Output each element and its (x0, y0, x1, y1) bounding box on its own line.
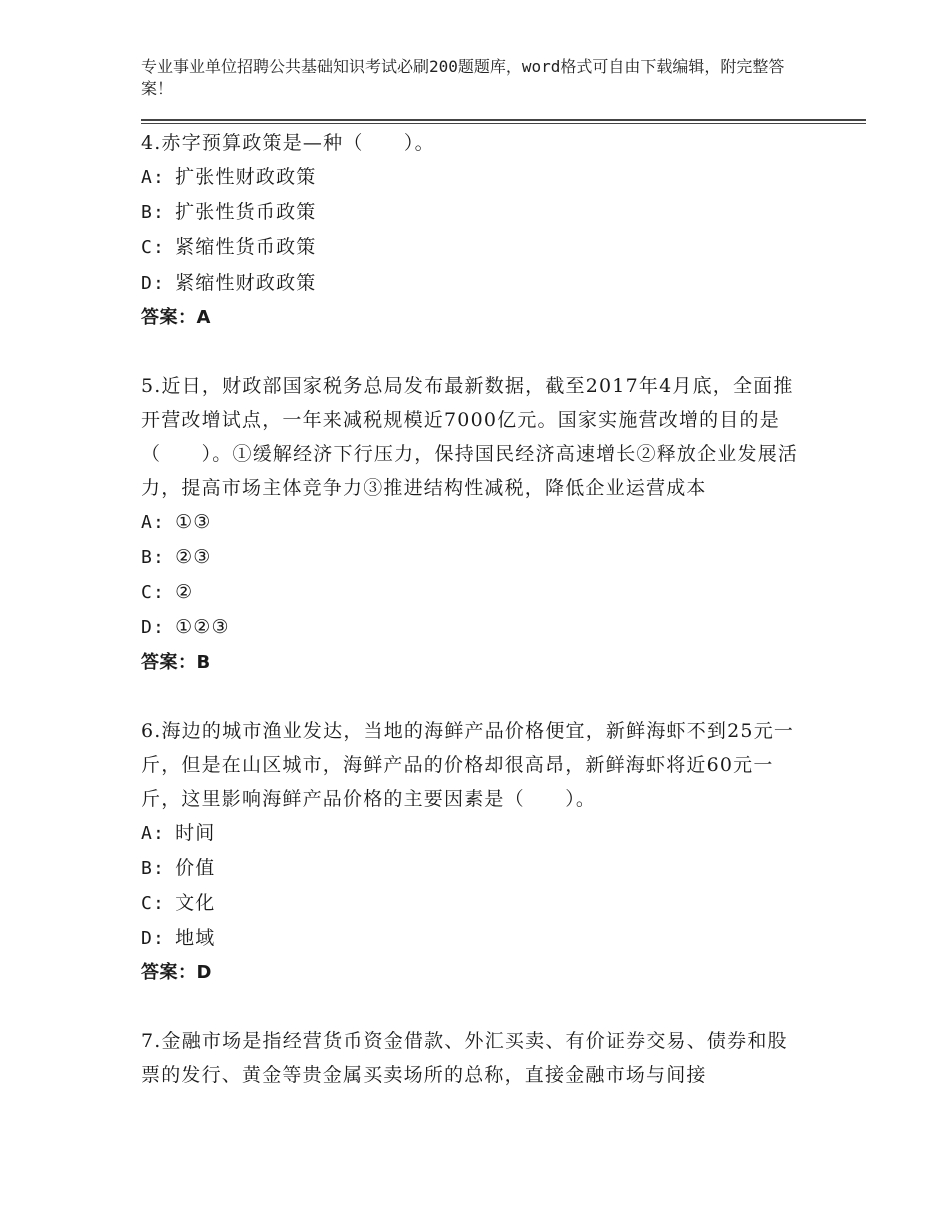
option-text: 时间 (175, 821, 216, 844)
answer-line: 答案：A (141, 306, 211, 328)
option-a (141, 505, 806, 540)
answer-line: 答案：D (141, 962, 212, 984)
question-4 (141, 126, 806, 335)
option-d (141, 610, 806, 645)
option-text: 地域 (175, 927, 216, 950)
header-divider (141, 119, 866, 124)
question-6 (141, 714, 806, 991)
option-text: ①②③ (175, 616, 230, 639)
option-b (141, 851, 806, 886)
option-text: 价值 (175, 856, 216, 879)
question-7 (141, 1024, 806, 1092)
option-b (141, 540, 806, 575)
option-letter: D: (141, 928, 166, 950)
option-text: 扩张性货币政策 (175, 201, 317, 224)
option-letter: D: (141, 272, 166, 294)
question-stem: 6.海边的城市渔业发达，当地的海鲜产品价格便宜，新鲜海虾不到25元一斤，但是在山区城市，海鲜产品的价格却很高昂，新鲜海虾将近60元一斤，这里影响海鲜产品价格的主要因素是（ ）。 (141, 719, 795, 810)
option-letter: B: (141, 202, 166, 224)
option-text: 文化 (175, 892, 216, 915)
option-b (141, 195, 806, 230)
answer-line: 答案：B (141, 651, 211, 673)
question-stem: 4.赤字预算政策是—种（ ）。 (141, 132, 435, 154)
option-c (141, 886, 806, 921)
option-letter: D: (141, 617, 166, 639)
option-letter: C: (141, 893, 166, 915)
option-a (141, 160, 806, 195)
option-c (141, 230, 806, 265)
option-c (141, 575, 806, 610)
option-text: ②③ (175, 546, 212, 569)
option-letter: A: (141, 167, 166, 188)
question-list (141, 126, 806, 1092)
option-letter: B: (141, 857, 166, 879)
option-d (141, 921, 806, 956)
option-letter: C: (141, 237, 166, 259)
option-text: 紧缩性财政政策 (175, 271, 317, 294)
document-header: 专业事业单位招聘公共基础知识考试必刷200题题库，word格式可自由下载编辑，附完整答案！ (141, 57, 785, 98)
option-text: ② (175, 581, 194, 604)
option-letter: C: (141, 582, 166, 604)
option-text: 扩张性财政政策 (175, 166, 317, 188)
question-stem: 5.近日，财政部国家税务总局发布最新数据，截至2017年4月底，全面推开营改增试点，一年来减税规模近7000亿元。国家实施营改增的目的是（ ）。①缓解经济下行压力，保持国民经济高速增长②释放企业发展活力，提高市场主体竞争力③推进结构性减税，降低企业运营成本 (141, 374, 799, 499)
option-text: ①③ (175, 510, 212, 533)
option-letter: B: (141, 547, 166, 569)
option-letter: A: (141, 511, 166, 533)
option-a (141, 816, 806, 851)
option-text: 紧缩性货币政策 (175, 236, 317, 259)
option-letter: A: (141, 822, 166, 844)
question-5 (141, 369, 806, 680)
option-d (141, 266, 806, 301)
question-stem: 7.金融市场是指经营货币资金借款、外汇买卖、有价证券交易、债券和股票的发行、黄金等贵金属买卖场所的总称，直接金融市场与间接 (141, 1030, 788, 1087)
